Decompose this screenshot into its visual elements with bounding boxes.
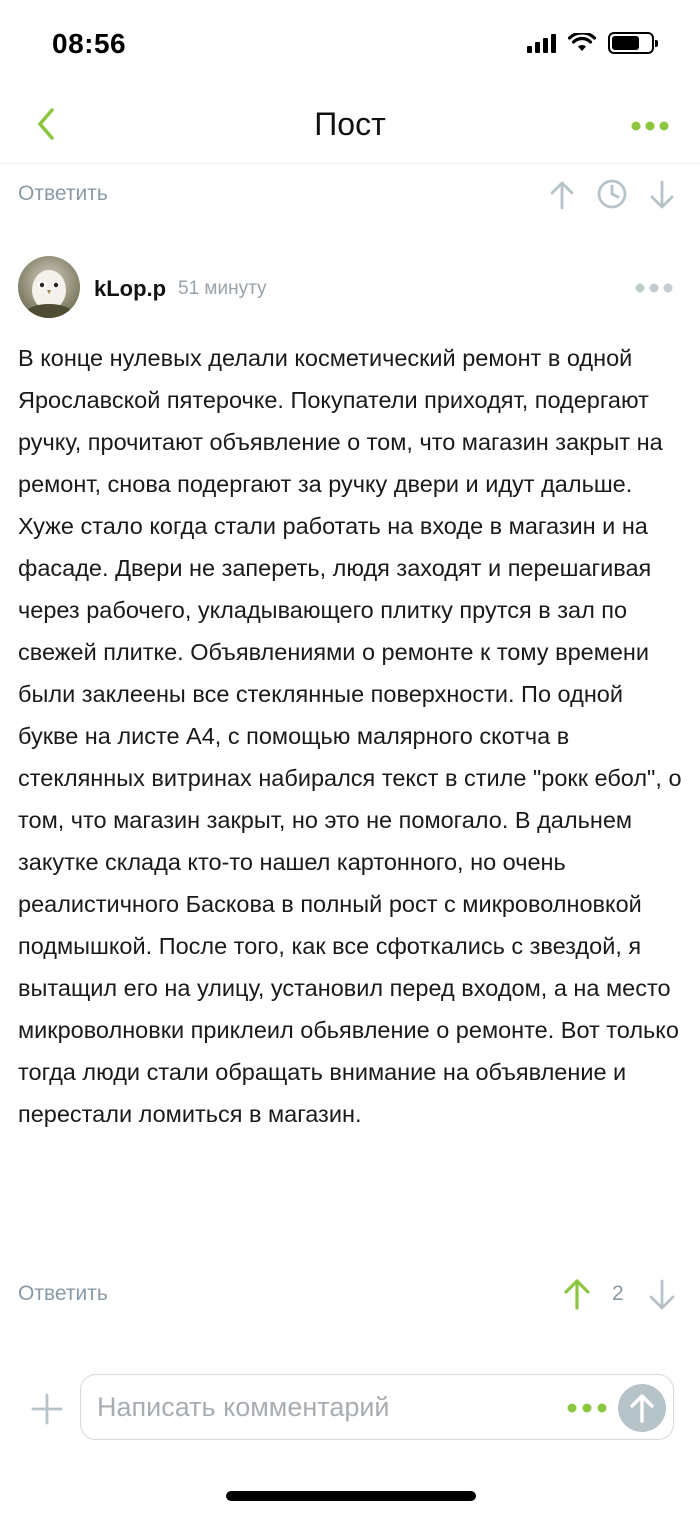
more-dots-icon[interactable] <box>630 116 670 136</box>
nav-header <box>0 90 700 164</box>
top-action-row <box>0 165 700 225</box>
status-time: 08:56 <box>52 28 127 59</box>
upvote-arrow-icon[interactable] <box>563 1277 591 1311</box>
wifi-icon <box>568 33 596 53</box>
owl-avatar-icon <box>18 256 80 318</box>
comment-text: В конце нулевых делали косметический ремонт в одной Ярославской пятерочке. Покупатели приходят, подергают ручку, прочитают объявление о том, что магазин закрыт на ремонт, снова подергают за ручку двери и идут дальше. Хуже стало когда стали работать на входе в магазин и на фасаде. Двери не запереть, людя заходят и перешагивая через рабочего, укладывающего плитку прутся в зал по свежей плитке. Объявлениями о ремонте к тому времени были заклеены все стеклянные поверхности. По одной букве на листе А4, с помощью малярного скотча в стеклянных витринах набирался текст в стиле "рокк ебол", о том, что магазин закрыт, но это не помогало. В дальнем закутке склада кто-то нашел картонного, но очень реалистичного Баскова в полный рост с микроволновкой подмышкой. После того, как все сфоткались с звездой, я вытащил его на улицу, установил перед входом, а на место микроволновки приклеил обьявление о ремонте. Вот только тогда люди стали обращать внимание на объявление и перестали ломиться в магазин. <box>18 345 682 1127</box>
send-arrow-icon <box>618 1384 666 1432</box>
battery-icon <box>608 32 654 54</box>
plus-icon[interactable] <box>30 1392 64 1426</box>
rating-count: 2 <box>612 1282 624 1305</box>
status-icons <box>527 32 654 54</box>
arrow-up-icon[interactable] <box>548 179 576 211</box>
cellular-signal-icon <box>527 33 556 53</box>
avatar[interactable] <box>18 256 80 318</box>
reply-button[interactable]: Ответить <box>18 182 108 205</box>
username[interactable]: kLop.p <box>94 276 167 301</box>
clock-icon[interactable] <box>596 178 628 210</box>
arrow-down-icon[interactable] <box>648 179 676 211</box>
home-indicator <box>226 1491 476 1501</box>
comment-header <box>0 256 700 322</box>
comment-composer <box>0 1368 700 1448</box>
page-title: Пост <box>314 106 386 142</box>
comment-more-dots-icon[interactable] <box>634 282 674 294</box>
downvote-arrow-icon[interactable] <box>648 1278 676 1312</box>
attachment-dots-icon[interactable] <box>566 1402 608 1414</box>
status-bar <box>0 0 700 90</box>
comment-reply-button[interactable]: Ответить <box>18 1282 108 1305</box>
comment-action-row <box>0 1265 700 1325</box>
send-button[interactable] <box>618 1384 666 1432</box>
comment-timestamp: 51 минуту <box>178 278 267 299</box>
